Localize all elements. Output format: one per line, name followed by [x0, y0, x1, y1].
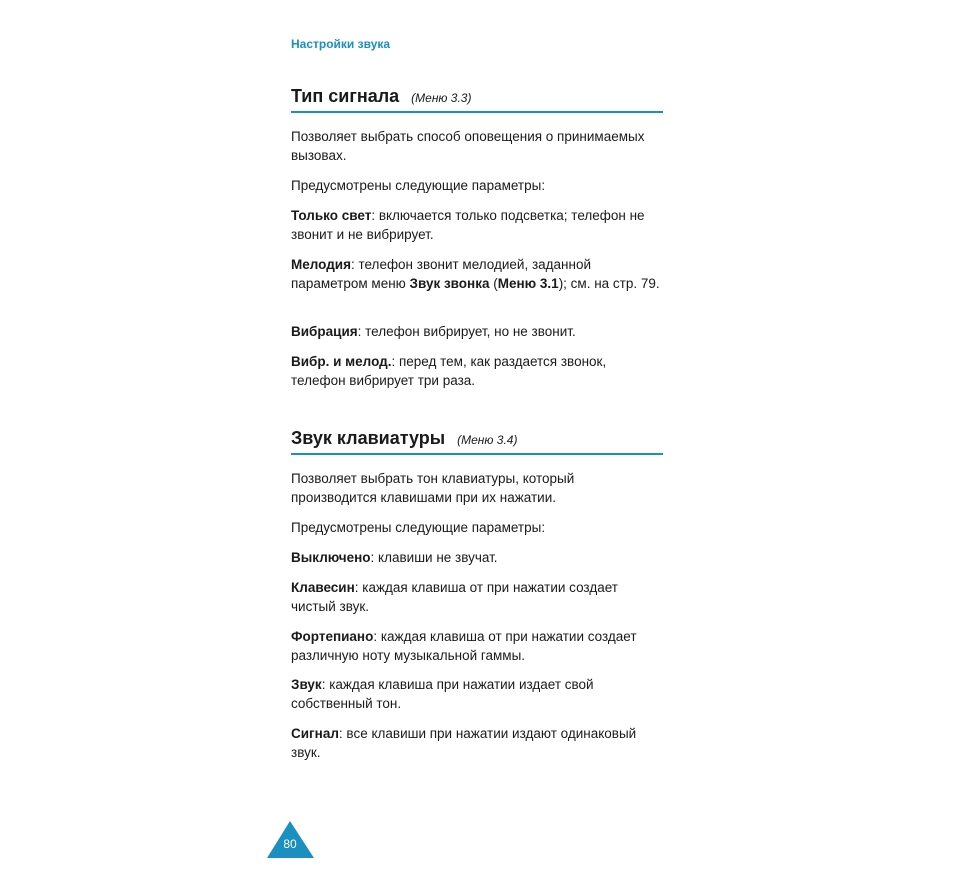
param-term: Сигнал — [291, 726, 339, 741]
param-text: : включается только подсветка; телефон не звонит и не вибрирует. — [291, 208, 645, 242]
param-item — [291, 628, 663, 665]
param-term: Выключено — [291, 550, 371, 565]
param-term: Только свет — [291, 208, 372, 223]
param-text: : каждая клавиша от при нажатии создает различную ноту музыкальной гаммы. — [291, 629, 637, 663]
menu-ref: (Меню 3.3) — [411, 91, 472, 105]
param-menu-name: Звук звонка — [409, 275, 490, 291]
menu-ref: (Меню 3.4) — [457, 433, 518, 447]
page-number: 80 — [283, 837, 297, 851]
section-intro: Позволяет выбрать тон клавиатуры, который производится клавишами при их нажатии. — [291, 471, 575, 505]
section-title: Тип сигнала — [291, 86, 400, 106]
param-text: : клавиши не звучат. — [370, 550, 498, 565]
param-text: ( — [489, 275, 498, 291]
param-term: Мелодия — [291, 257, 351, 272]
param-text: : каждая клавиша от при нажатии создает чистый звук. — [291, 580, 618, 614]
param-item — [291, 256, 663, 293]
param-item — [291, 549, 663, 568]
section-title: Звук клавиатуры — [291, 428, 446, 448]
param-text: : телефон звонит мелодией, заданной параметром меню — [291, 257, 592, 291]
param-item — [291, 676, 663, 713]
running-header: Настройки звука — [291, 37, 391, 51]
param-text: : перед тем, как раздается звонок, телефон вибрирует три раза. — [291, 354, 607, 388]
param-term: Вибр. и мелод. — [291, 354, 392, 369]
params-lead: Предусмотрены следующие параметры: — [291, 178, 546, 193]
param-term: Звук — [291, 677, 322, 692]
page-number-badge — [267, 821, 315, 858]
param-item — [291, 725, 663, 762]
param-term: Вибрация — [291, 324, 358, 339]
section-title-bar — [291, 86, 663, 113]
param-text: : телефон вибрирует, но не звонит. — [357, 324, 576, 339]
param-term: Клавесин — [291, 580, 355, 595]
section-ring-type — [291, 86, 663, 113]
section-keypad-tone — [291, 428, 663, 455]
param-text: : все клавиши при нажатии издают одинаковый звук. — [291, 726, 637, 760]
section-intro: Позволяет выбрать способ оповещения о принимаемых вызовах. — [291, 129, 645, 163]
param-text: : каждая клавиша при нажатии издает свой собственный тон. — [291, 677, 594, 711]
param-item — [291, 353, 663, 390]
param-item — [291, 207, 663, 244]
param-item — [291, 323, 663, 342]
params-lead: Предусмотрены следующие параметры: — [291, 520, 546, 535]
param-term: Фортепиано — [291, 629, 374, 644]
section-title-bar — [291, 428, 663, 455]
param-menu-number: Меню 3.1 — [497, 275, 559, 291]
param-item — [291, 579, 663, 616]
param-text: ); см. на стр. 79. — [558, 275, 660, 291]
